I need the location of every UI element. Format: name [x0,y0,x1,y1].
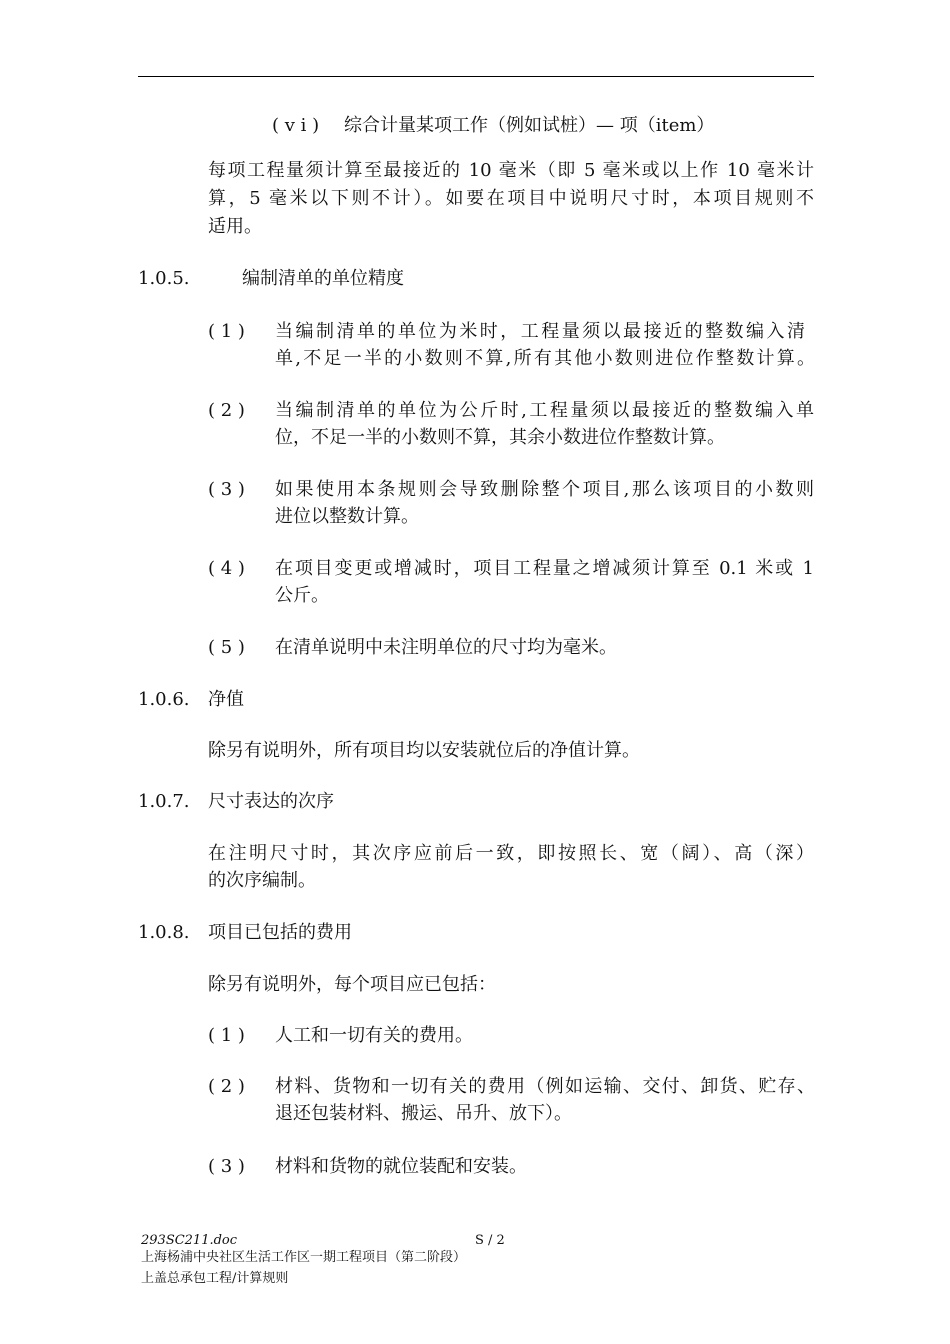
s105-item-2-line-2: 位，不足一半的小数则不算，其余小数进位作整数计算。 [275,427,725,448]
section-1-0-6-number: 1.0.6. [138,689,190,710]
section-1-0-7-line-2: 的次序编制。 [208,870,316,891]
item-vi-text: 综合计量某项工作（例如试桩）— 项（item） [344,115,715,136]
section-1-0-5-title: 编制清单的单位精度 [242,268,404,289]
s105-item-3-line-1: 如果使用本条规则会导致删除整个项目,那么该项目的小数则 [275,479,814,500]
s108-item-2-line-1: 材料、货物和一切有关的费用（例如运输、交付、卸货、贮存、 [275,1076,815,1097]
header-rule [138,76,814,77]
s105-item-1-line-1: 当编制清单的单位为米时，工程量须以最接近的整数编入清 [275,321,805,342]
s108-item-1-label: ( 1 ) [208,1025,245,1046]
rounding-paragraph-line-2: 算，5 毫米以下则不计）。如要在项目中说明尺寸时，本项目规则不 [208,188,814,209]
s108-item-3-label: ( 3 ) [208,1156,245,1177]
s108-item-2-label: ( 2 ) [208,1076,245,1097]
footer-page-number: S / 2 [475,1233,505,1248]
s108-item-1-line-1: 人工和一切有关的费用。 [275,1025,473,1046]
s105-item-4-label: ( 4 ) [208,558,245,579]
s105-item-4-line-1: 在项目变更或增减时，项目工程量之增减须计算至 0.1 米或 1 [275,558,814,579]
s105-item-5-label: ( 5 ) [208,637,245,658]
section-1-0-8-intro: 除另有说明外，每个项目应已包括： [208,974,496,995]
s108-item-2-line-2: 退还包装材料、搬运、吊升、放下）。 [275,1103,572,1124]
rounding-paragraph-line-1: 每项工程量须计算至最接近的 10 毫米（即 5 毫米或以上作 10 毫米计 [208,160,814,181]
section-1-0-8-title: 项目已包括的费用 [208,922,352,943]
footer-project-name: 上海杨浦中央社区生活工作区一期工程项目（第二阶段） [141,1250,467,1265]
rounding-paragraph-line-3: 适用。 [208,216,262,237]
s105-item-2-line-1: 当编制清单的单位为公斤时,工程量须以最接近的整数编入单 [275,400,814,421]
s105-item-2-label: ( 2 ) [208,400,245,421]
section-1-0-6-title: 净值 [208,689,244,710]
section-1-0-7-line-1: 在注明尺寸时，其次序应前后一致，即按照长、宽（阔）、高（深） [208,843,814,864]
s105-item-4-line-2: 公斤。 [275,585,329,606]
s105-item-3-line-2: 进位以整数计算。 [275,506,419,527]
section-1-0-7-number: 1.0.7. [138,791,190,812]
s105-item-5-line-1: 在清单说明中未注明单位的尺寸均为毫米。 [275,637,617,658]
section-1-0-8-number: 1.0.8. [138,922,190,943]
section-1-0-7-title: 尺寸表达的次序 [208,791,334,812]
footer-subtitle: 上盖总承包工程/计算规则 [141,1271,289,1286]
footer-filename: 293SC211.doc [141,1233,238,1248]
s105-item-1-label: ( 1 ) [208,321,245,342]
s108-item-3-line-1: 材料和货物的就位装配和安装。 [275,1156,527,1177]
section-1-0-6-body: 除另有说明外，所有项目均以安装就位后的净值计算。 [208,740,640,761]
section-1-0-5-number: 1.0.5. [138,268,190,289]
s105-item-3-label: ( 3 ) [208,479,245,500]
item-vi-label: ( v i ) [272,115,320,136]
s105-item-1-line-2: 单,不足一半的小数则不算,所有其他小数则进位作整数计算。 [275,348,815,369]
